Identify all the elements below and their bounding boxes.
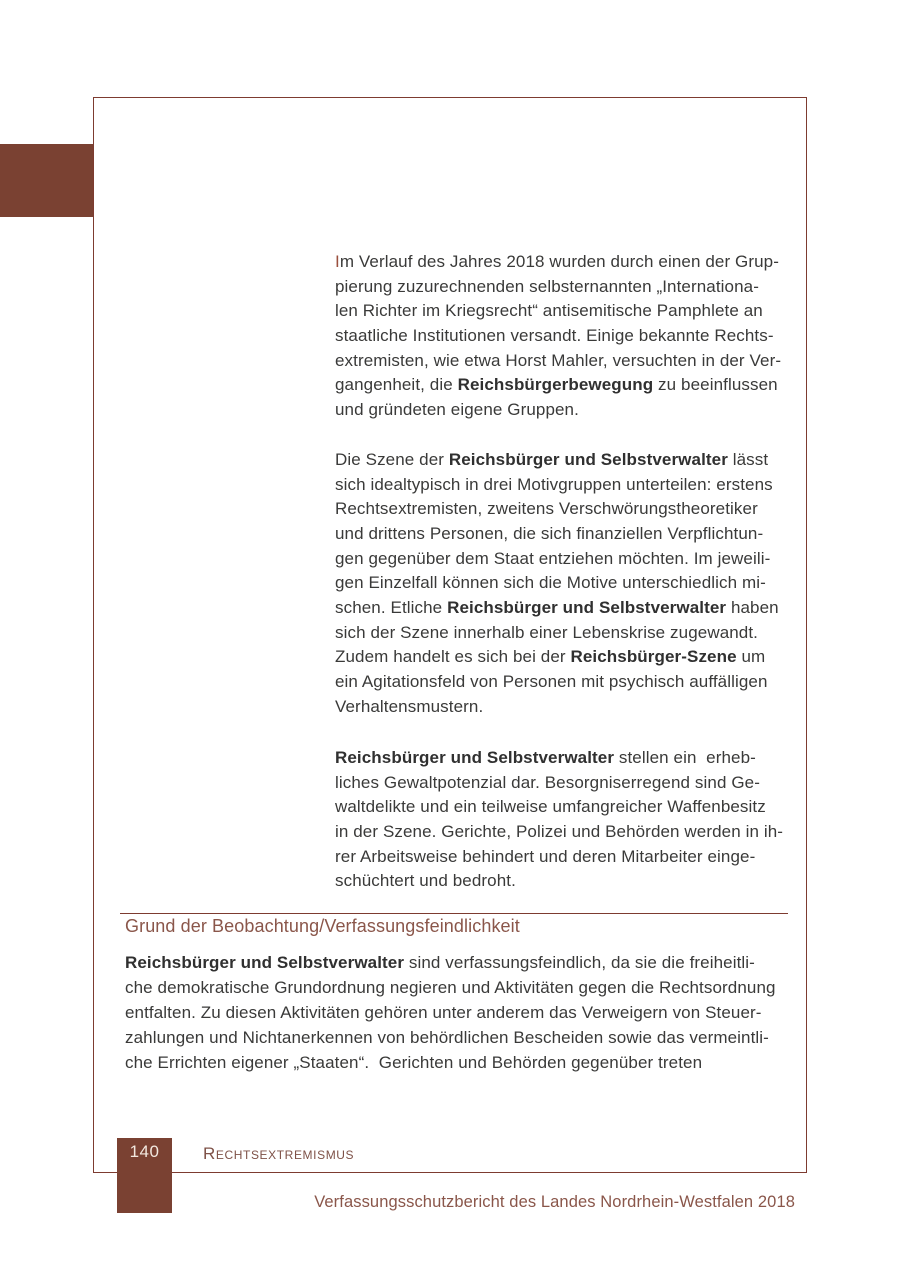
body-paragraph-3: Reichsbürger und Selbstverwalter stellen ein erheb- liches Gewaltpotenzial dar. Besorgniserregend sind Ge- waltdelikte und ein teilweise umfangreicher Waffenbesitz in der Szene. Gerichte, Polizei und Behörden werden in ih- rer Arbeitsweise behindert und deren Mitarbeiter einge- schüchtert und bedroht. [335, 748, 784, 891]
body-paragraph-wide: Reichsbürger und Selbstverwalter sind verfassungsfeindlich, da sie die freiheitli- che demokratische Grundordnung negieren und Aktivitäten gegen die Rechtsordnung entfalten. Zu diesen Aktivitäten gehören unter anderem das Verweigern von Steuer- zahlungen und Nichtanerkennen von behördlichen Bescheiden sowie das vermeintli- che Errichten eigener „Staaten“. Gerichten und Behörden gegenüber treten [125, 953, 776, 1072]
chapter-tab-marker [0, 144, 93, 217]
body-paragraph-1: Im Verlauf des Jahres 2018 wurden durch einen der Grup- pierung zuzurechnenden selbsternannten „Internationa- len Richter im Kriegsrecht“ antisemitische Pamphlete an staatliche Institutionen versandt. Einige bekannte Rechts- extremisten, wie etwa Horst Mahler, versuchten in der Ver- gangenheit, die Reichsbürgerbewegung zu beeinflussen und gründeten eigene Gruppen. [335, 252, 782, 419]
chapter-running-head: Rechtsextremismus [203, 1144, 355, 1163]
body-paragraph-2: Die Szene der Reichsbürger und Selbstverwalter lässt sich idealtypisch in drei Motivgruppen unterteilen: erstens Rechtsextremisten, zweitens Verschwörungstheoretiker und drittens Personen, die sich finanziellen Verpflichtun- gen gegenüber dem Staat entziehen möchten. Im jeweili- gen Einzelfall können sich die Motive unterschiedlich mi- schen. Etliche Reichsbürger und Selbstverwalter haben sich der Szene innerhalb einer Lebenskrise zugewandt. Zudem handelt es sich bei der Reichsbürger-Szene um ein Agitationsfeld von Personen mit psychisch auffälligen Verhaltensmustern. [335, 450, 779, 716]
section-divider-line [120, 913, 788, 914]
report-title: Verfassungsschutzbericht des Landes Nordrhein-Westfalen 2018 [314, 1193, 795, 1211]
page-number: 140 [129, 1142, 160, 1161]
page-number-box [117, 1138, 172, 1213]
section-heading: Grund der Beobachtung/Verfassungsfeindlichkeit [125, 916, 520, 936]
